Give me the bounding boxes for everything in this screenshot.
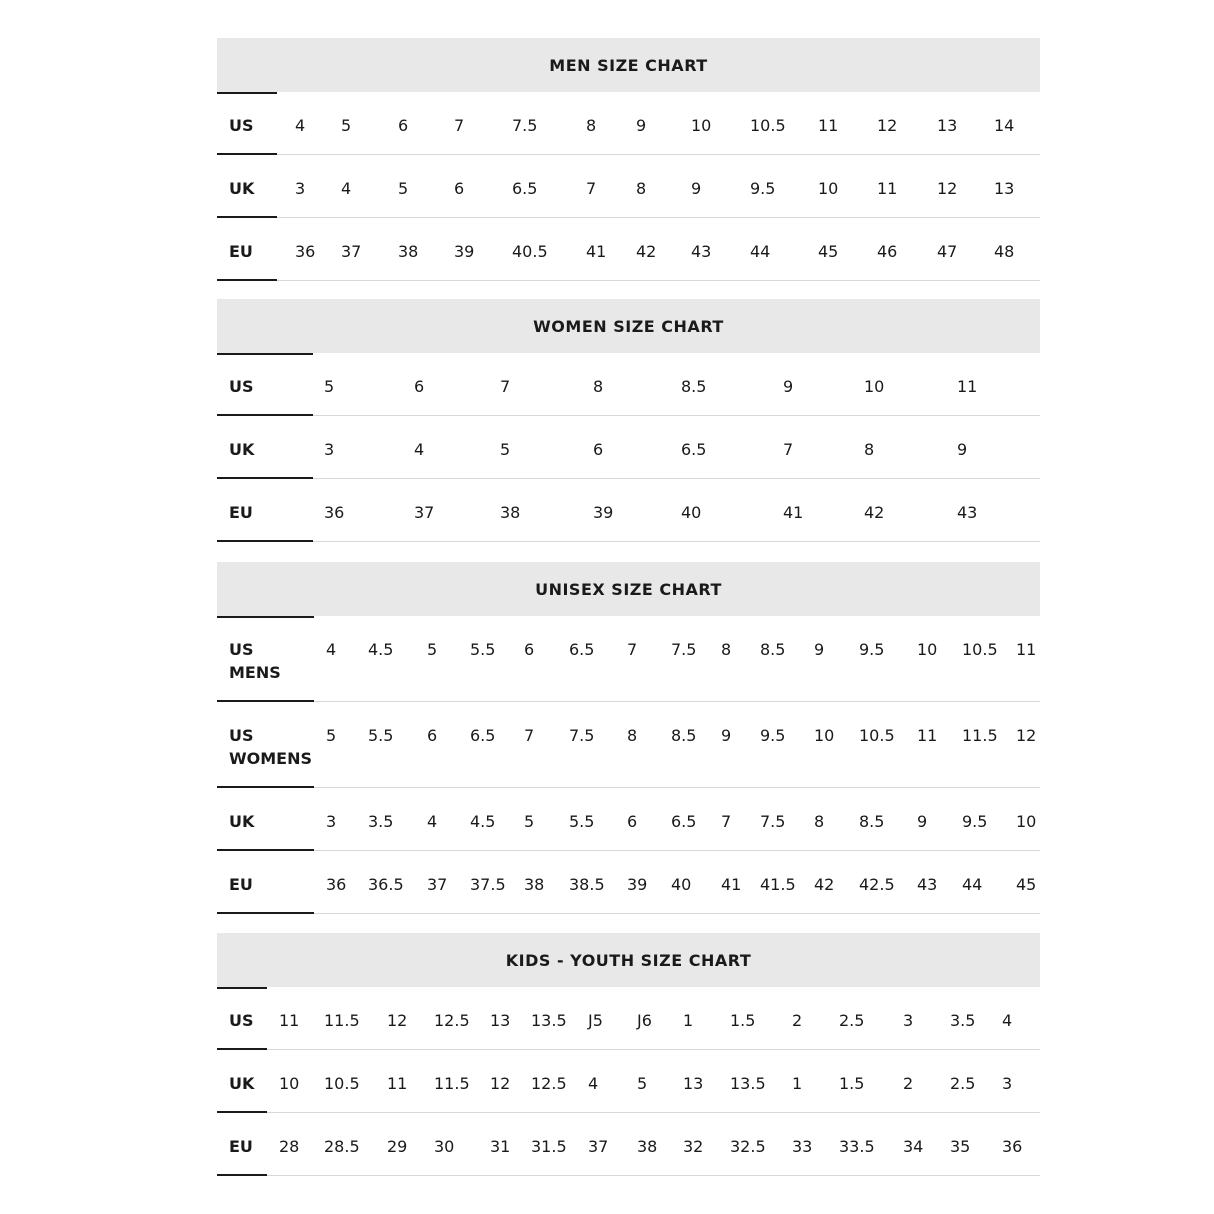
size-value: 39	[627, 875, 648, 894]
kids-chart-header	[217, 933, 1040, 987]
row-divider	[314, 913, 1040, 914]
size-value: 9.5	[760, 726, 786, 745]
size-value: 5	[341, 116, 352, 135]
size-value: 8	[721, 640, 732, 659]
size-value: 11	[279, 1011, 300, 1030]
size-value: 10	[1016, 812, 1037, 831]
size-value: 10	[691, 116, 712, 135]
size-value: 45	[1016, 875, 1037, 894]
size-value: 33	[792, 1137, 813, 1156]
size-value: 36	[324, 503, 345, 522]
size-value: 4.5	[470, 812, 496, 831]
size-value: 45	[818, 242, 839, 261]
size-value: 41.5	[760, 875, 796, 894]
size-value: 42	[814, 875, 835, 894]
size-value: 28.5	[324, 1137, 360, 1156]
size-value: 7.5	[671, 640, 697, 659]
size-value: J6	[637, 1011, 652, 1030]
size-value: 13	[994, 179, 1015, 198]
table-row	[217, 92, 1040, 155]
size-value: 12	[490, 1074, 511, 1093]
size-value: 13	[937, 116, 958, 135]
size-value: 7	[586, 179, 597, 198]
size-value: 9	[957, 440, 968, 459]
size-value: 13.5	[531, 1011, 567, 1030]
table-row	[217, 479, 1040, 542]
size-value: 6	[398, 116, 409, 135]
size-value: 12.5	[531, 1074, 567, 1093]
size-value: 3	[903, 1011, 914, 1030]
size-value: 9	[783, 377, 794, 396]
size-value: 43	[957, 503, 978, 522]
table-row	[217, 616, 1040, 702]
size-value: 3	[295, 179, 306, 198]
size-value: 7	[783, 440, 794, 459]
size-value: 6.5	[671, 812, 697, 831]
row-label: UK	[229, 179, 255, 198]
size-value: 40.5	[512, 242, 548, 261]
label-divider	[217, 912, 314, 914]
table-row	[217, 353, 1040, 416]
size-value: 7	[500, 377, 511, 396]
chart-title: MEN SIZE CHART	[549, 55, 708, 75]
size-value: 10.5	[859, 726, 895, 745]
size-value: 11	[917, 726, 938, 745]
size-value: 8.5	[671, 726, 697, 745]
size-value: 12	[937, 179, 958, 198]
size-value: 9.5	[750, 179, 776, 198]
size-value: 47	[937, 242, 958, 261]
size-value: 7.5	[569, 726, 595, 745]
size-value: 9	[917, 812, 928, 831]
size-value: 11.5	[434, 1074, 470, 1093]
chart-title: UNISEX SIZE CHART	[535, 579, 722, 599]
size-value: 4.5	[368, 640, 394, 659]
size-value: 4	[326, 640, 337, 659]
size-value: 37	[414, 503, 435, 522]
row-label: UK	[229, 440, 255, 459]
size-value: 1	[683, 1011, 694, 1030]
label-divider	[217, 1174, 267, 1176]
size-value: 5	[326, 726, 337, 745]
size-value: 8	[864, 440, 875, 459]
size-value: 10.5	[324, 1074, 360, 1093]
size-value: 3	[324, 440, 335, 459]
row-label: US	[229, 377, 254, 396]
size-value: 11	[957, 377, 978, 396]
table-row	[217, 1050, 1040, 1113]
size-value: 10	[814, 726, 835, 745]
size-value: J5	[588, 1011, 603, 1030]
size-value: 4	[295, 116, 306, 135]
size-value: 11.5	[324, 1011, 360, 1030]
size-value: 4	[588, 1074, 599, 1093]
size-value: 12	[1016, 726, 1037, 745]
size-value: 7	[524, 726, 535, 745]
size-value: 36	[295, 242, 316, 261]
women-size-chart	[217, 299, 1040, 542]
size-value: 40	[681, 503, 702, 522]
size-value: 46	[877, 242, 898, 261]
size-value: 37	[427, 875, 448, 894]
row-label: US MENS	[229, 640, 281, 682]
size-value: 8.5	[859, 812, 885, 831]
size-value: 43	[691, 242, 712, 261]
size-value: 33.5	[839, 1137, 875, 1156]
size-value: 36	[1002, 1137, 1023, 1156]
size-value: 4	[427, 812, 438, 831]
size-value: 7	[627, 640, 638, 659]
size-value: 9	[636, 116, 647, 135]
size-value: 5.5	[569, 812, 595, 831]
size-value: 4	[414, 440, 425, 459]
size-value: 31	[490, 1137, 511, 1156]
size-value: 10	[279, 1074, 300, 1093]
size-value: 37	[341, 242, 362, 261]
size-value: 8	[586, 116, 597, 135]
size-value: 10	[864, 377, 885, 396]
size-value: 8	[593, 377, 604, 396]
label-divider	[217, 540, 313, 542]
size-value: 13	[683, 1074, 704, 1093]
size-value: 1.5	[730, 1011, 756, 1030]
size-value: 48	[994, 242, 1015, 261]
size-value: 42	[636, 242, 657, 261]
size-value: 8.5	[681, 377, 707, 396]
size-value: 32.5	[730, 1137, 766, 1156]
size-value: 38	[500, 503, 521, 522]
size-value: 9	[721, 726, 732, 745]
size-value: 6	[524, 640, 535, 659]
size-value: 10	[917, 640, 938, 659]
row-label: EU	[229, 875, 253, 894]
size-value: 5	[637, 1074, 648, 1093]
size-value: 5.5	[470, 640, 496, 659]
size-value: 4	[341, 179, 352, 198]
row-label: US	[229, 116, 254, 135]
size-value: 8	[814, 812, 825, 831]
size-value: 41	[586, 242, 607, 261]
size-value: 11	[877, 179, 898, 198]
row-divider	[313, 541, 1040, 542]
table-row	[217, 702, 1040, 788]
size-value: 14	[994, 116, 1015, 135]
size-value: 36	[326, 875, 347, 894]
kids-size-chart	[217, 933, 1040, 1176]
size-value: 38	[637, 1137, 658, 1156]
size-value: 10	[818, 179, 839, 198]
size-value: 31.5	[531, 1137, 567, 1156]
size-value: 6.5	[681, 440, 707, 459]
size-value: 38	[398, 242, 419, 261]
size-value: 3	[1002, 1074, 1013, 1093]
size-value: 42.5	[859, 875, 895, 894]
size-value: 5.5	[368, 726, 394, 745]
size-value: 2	[903, 1074, 914, 1093]
size-value: 7.5	[512, 116, 538, 135]
size-value: 11	[1016, 640, 1037, 659]
size-value: 6.5	[569, 640, 595, 659]
size-value: 4	[1002, 1011, 1013, 1030]
size-value: 2.5	[839, 1011, 865, 1030]
row-label: EU	[229, 1137, 253, 1156]
size-value: 36.5	[368, 875, 404, 894]
size-value: 32	[683, 1137, 704, 1156]
size-value: 7	[721, 812, 732, 831]
size-value: 30	[434, 1137, 455, 1156]
size-value: 9.5	[962, 812, 988, 831]
men-size-chart	[217, 38, 1040, 281]
size-value: 8	[627, 726, 638, 745]
women-chart-header	[217, 299, 1040, 353]
size-value: 38.5	[569, 875, 605, 894]
size-value: 2.5	[950, 1074, 976, 1093]
men-chart-header	[217, 38, 1040, 92]
table-row	[217, 218, 1040, 281]
size-value: 37	[588, 1137, 609, 1156]
table-row	[217, 1113, 1040, 1176]
row-label: US WOMENS	[229, 726, 313, 768]
size-value: 1.5	[839, 1074, 865, 1093]
size-value: 7	[454, 116, 465, 135]
size-value: 9	[814, 640, 825, 659]
size-value: 28	[279, 1137, 300, 1156]
table-row	[217, 788, 1040, 851]
size-value: 6	[414, 377, 425, 396]
size-value: 5	[524, 812, 535, 831]
table-row	[217, 155, 1040, 218]
row-label: UK	[229, 812, 255, 831]
size-value: 12	[877, 116, 898, 135]
size-value: 6.5	[512, 179, 538, 198]
size-value: 40	[671, 875, 692, 894]
size-value: 8.5	[760, 640, 786, 659]
size-value: 6	[454, 179, 465, 198]
size-value: 43	[917, 875, 938, 894]
size-value: 6	[427, 726, 438, 745]
size-value: 6.5	[470, 726, 496, 745]
size-value: 12.5	[434, 1011, 470, 1030]
row-label: US	[229, 1011, 254, 1030]
size-value: 34	[903, 1137, 924, 1156]
table-row	[217, 851, 1040, 914]
size-value: 41	[721, 875, 742, 894]
size-value: 35	[950, 1137, 971, 1156]
size-value: 10.5	[962, 640, 998, 659]
size-value: 5	[500, 440, 511, 459]
size-value: 39	[454, 242, 475, 261]
size-value: 2	[792, 1011, 803, 1030]
table-row	[217, 987, 1040, 1050]
row-label: EU	[229, 503, 253, 522]
size-value: 5	[398, 179, 409, 198]
size-value: 5	[324, 377, 335, 396]
size-value: 3.5	[950, 1011, 976, 1030]
size-value: 8	[636, 179, 647, 198]
label-divider	[217, 279, 277, 281]
size-value: 11	[387, 1074, 408, 1093]
size-value: 5	[427, 640, 438, 659]
size-value: 9.5	[859, 640, 885, 659]
size-value: 6	[627, 812, 638, 831]
row-divider	[267, 1175, 1040, 1176]
size-value: 29	[387, 1137, 408, 1156]
size-value: 3	[326, 812, 337, 831]
chart-title: KIDS - YOUTH SIZE CHART	[505, 950, 752, 970]
row-label: UK	[229, 1074, 255, 1093]
size-value: 10.5	[750, 116, 786, 135]
row-label: EU	[229, 242, 253, 261]
size-value: 3.5	[368, 812, 394, 831]
unisex-chart-header	[217, 562, 1040, 616]
size-value: 13	[490, 1011, 511, 1030]
size-value: 44	[962, 875, 983, 894]
size-value: 42	[864, 503, 885, 522]
row-divider	[277, 280, 1040, 281]
size-value: 44	[750, 242, 771, 261]
size-value: 9	[691, 179, 702, 198]
size-value: 11.5	[962, 726, 998, 745]
size-value: 1	[792, 1074, 803, 1093]
chart-title: WOMEN SIZE CHART	[533, 316, 724, 336]
size-value: 39	[593, 503, 614, 522]
size-value: 37.5	[470, 875, 506, 894]
table-row	[217, 416, 1040, 479]
size-value: 11	[818, 116, 839, 135]
unisex-size-chart	[217, 562, 1040, 914]
size-value: 38	[524, 875, 545, 894]
size-value: 13.5	[730, 1074, 766, 1093]
size-value: 6	[593, 440, 604, 459]
size-value: 7.5	[760, 812, 786, 831]
size-value: 12	[387, 1011, 408, 1030]
size-value: 41	[783, 503, 804, 522]
